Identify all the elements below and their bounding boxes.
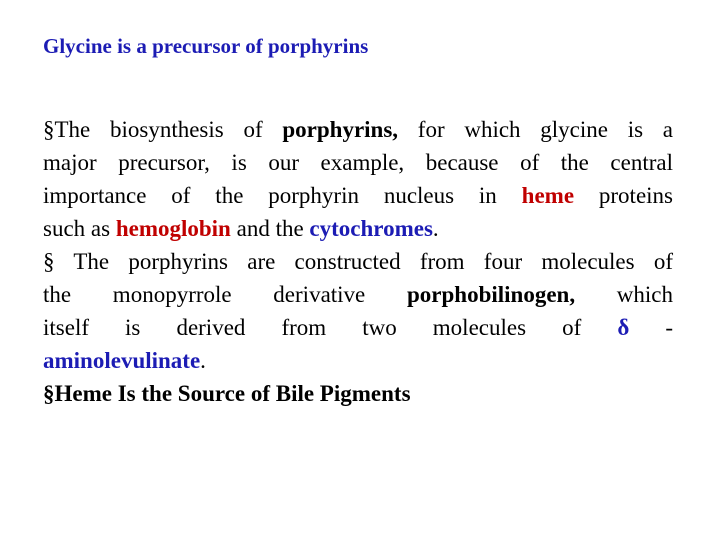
paragraph-line xyxy=(43,212,673,245)
bullet-symbol: § xyxy=(43,249,55,274)
paragraph-line xyxy=(43,245,673,278)
term-porphobilinogen: porphobilinogen, xyxy=(406,282,576,307)
text-segment: The biosynthesis of xyxy=(54,117,283,142)
paragraph-line xyxy=(43,278,673,311)
text-segment: and the xyxy=(230,216,310,241)
text-segment: for which glycine is a xyxy=(398,117,673,142)
text-segment: itself is derived from two molecules of xyxy=(43,315,618,340)
text-segment: - xyxy=(629,315,673,340)
text-segment: which xyxy=(575,282,673,307)
paragraph-porphyrins-construction xyxy=(43,245,673,377)
paragraph-line xyxy=(43,344,673,377)
term-aminolevulinate: aminolevulinate xyxy=(43,348,201,373)
text-segment: such as xyxy=(43,216,116,241)
bullet-symbol: § xyxy=(43,381,55,406)
paragraph-line xyxy=(43,311,673,344)
term-delta: δ xyxy=(617,315,630,340)
paragraph-line: major precursor, is our example, because of the central xyxy=(43,150,673,175)
text-segment: . xyxy=(432,216,439,241)
term-porphyrins: porphyrins, xyxy=(282,117,399,142)
term-cytochromes: cytochromes xyxy=(309,216,433,241)
bullet-symbol: § xyxy=(43,117,55,142)
text-segment: . xyxy=(200,348,206,373)
slide-title: Glycine is a precursor of porphyrins xyxy=(43,34,369,58)
text-segment: the monopyrrole derivative xyxy=(43,282,407,307)
text-segment: The porphyrins are constructed from four molecules of xyxy=(54,249,673,274)
paragraph-line xyxy=(43,179,673,212)
text-segment: proteins xyxy=(574,183,673,208)
text-segment: importance of the porphyrin nucleus in xyxy=(43,183,522,208)
heading-heme-bile: Heme Is the Source of Bile Pigments xyxy=(54,381,411,406)
paragraph-line xyxy=(43,113,673,146)
term-heme: heme xyxy=(521,183,575,208)
paragraph-heme-bile xyxy=(43,377,673,410)
slide-body xyxy=(43,113,673,410)
paragraph-biosynthesis xyxy=(43,113,673,245)
term-hemoglobin: hemoglobin xyxy=(115,216,231,241)
paragraph-line xyxy=(43,377,673,410)
